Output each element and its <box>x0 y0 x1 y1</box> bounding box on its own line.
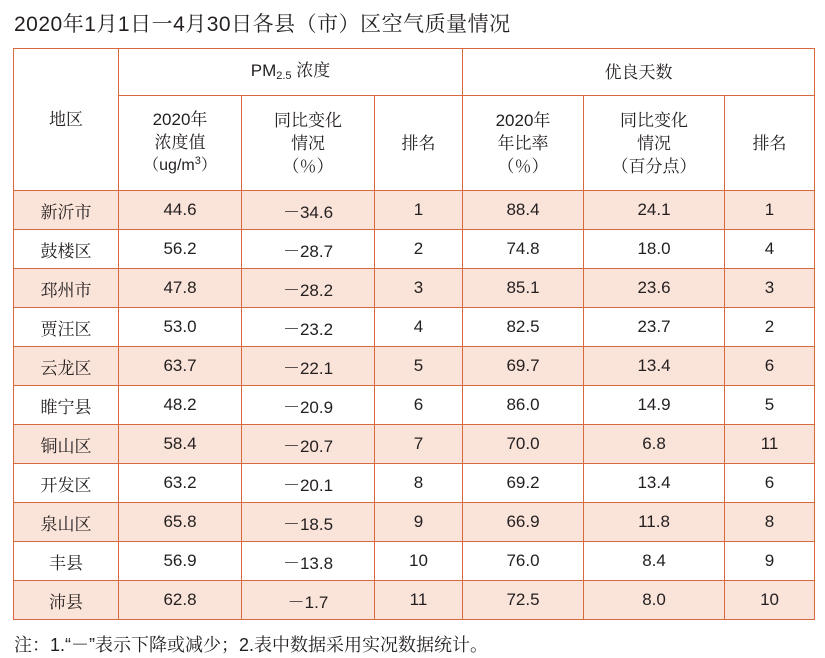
table-body <box>14 191 815 620</box>
column-header-pm-change <box>242 96 375 191</box>
pm-value-unit-exp: 3 <box>194 154 201 167</box>
cell-day-change: 18.0 <box>584 230 725 269</box>
table-header-row-groups <box>14 49 815 96</box>
cell-pm-value: 58.4 <box>119 425 242 464</box>
cell-region: 贾汪区 <box>14 308 119 347</box>
cell-region: 泉山区 <box>14 503 119 542</box>
pm25-label-main: PM <box>250 61 277 80</box>
cell-pm-rank: 11 <box>375 581 463 620</box>
cell-pm-value: 62.8 <box>119 581 242 620</box>
cell-pm-rank: 9 <box>375 503 463 542</box>
table-header <box>14 49 815 191</box>
table-footnote: 注：1.“－”表示下降或减少；2.表中数据采用实况数据统计。 <box>14 635 489 655</box>
pm-change-line1: 同比变化 <box>274 110 342 130</box>
pm-value-unit-close: ） <box>200 156 217 174</box>
pm25-label-tail: 浓度 <box>291 61 331 80</box>
cell-day-rank: 4 <box>725 230 815 269</box>
day-value-line2: 年比率 <box>497 133 549 153</box>
cell-pm-rank: 2 <box>375 230 463 269</box>
cell-pm-change: －28.7 <box>242 230 375 269</box>
day-change-line2: 情况 <box>637 133 672 153</box>
cell-day-rank: 1 <box>725 191 815 230</box>
table-row <box>14 581 815 620</box>
cell-pm-value: 48.2 <box>119 386 242 425</box>
cell-pm-change: －22.1 <box>242 347 375 386</box>
cell-day-change: 23.6 <box>584 269 725 308</box>
cell-day-value: 82.5 <box>463 308 584 347</box>
cell-pm-change: －20.7 <box>242 425 375 464</box>
cell-day-rank: 2 <box>725 308 815 347</box>
cell-day-value: 66.9 <box>463 503 584 542</box>
cell-region: 开发区 <box>14 464 119 503</box>
table-row <box>14 464 815 503</box>
air-quality-table <box>13 48 815 620</box>
cell-region: 云龙区 <box>14 347 119 386</box>
cell-region: 丰县 <box>14 542 119 581</box>
cell-pm-change: －20.1 <box>242 464 375 503</box>
cell-day-value: 70.0 <box>463 425 584 464</box>
cell-day-change: 24.1 <box>584 191 725 230</box>
day-change-line1: 同比变化 <box>620 110 689 130</box>
cell-day-change: 14.9 <box>584 386 725 425</box>
cell-day-rank: 6 <box>725 347 815 386</box>
pm-value-line2: 浓度值 <box>154 132 206 152</box>
cell-day-rank: 10 <box>725 581 815 620</box>
cell-day-value: 76.0 <box>463 542 584 581</box>
page-title: 2020年1月1日一4月30日各县（市）区空气质量情况 <box>14 13 511 36</box>
table-row <box>14 503 815 542</box>
cell-pm-rank: 1 <box>375 191 463 230</box>
cell-day-value: 85.1 <box>463 269 584 308</box>
cell-pm-change: －13.8 <box>242 542 375 581</box>
cell-pm-change: －28.2 <box>242 269 375 308</box>
cell-pm-value: 47.8 <box>119 269 242 308</box>
table-header-row-subs <box>14 96 815 191</box>
cell-pm-change: －23.2 <box>242 308 375 347</box>
pm25-label-sub: 2.5 <box>276 70 292 82</box>
cell-pm-rank: 3 <box>375 269 463 308</box>
cell-day-change: 23.7 <box>584 308 725 347</box>
cell-pm-change: －34.6 <box>242 191 375 230</box>
cell-region: 铜山区 <box>14 425 119 464</box>
table-row <box>14 230 815 269</box>
cell-day-value: 86.0 <box>463 386 584 425</box>
cell-region: 新沂市 <box>14 191 119 230</box>
pm-change-line3: （％） <box>282 156 334 176</box>
column-group-header-good-days: 优良天数 <box>463 49 815 96</box>
table-row <box>14 191 815 230</box>
table-row <box>14 542 815 581</box>
day-value-line3: （％） <box>497 156 549 176</box>
column-header-pm-value <box>119 96 242 191</box>
column-header-pm-rank: 排名 <box>375 96 463 191</box>
pm-value-unit-open: （ug/m <box>143 156 195 174</box>
table-row <box>14 308 815 347</box>
cell-pm-rank: 7 <box>375 425 463 464</box>
table-row <box>14 386 815 425</box>
cell-pm-rank: 4 <box>375 308 463 347</box>
column-header-region: 地区 <box>14 49 119 191</box>
cell-day-value: 72.5 <box>463 581 584 620</box>
cell-pm-value: 53.0 <box>119 308 242 347</box>
cell-pm-value: 56.9 <box>119 542 242 581</box>
table-row <box>14 347 815 386</box>
cell-pm-rank: 5 <box>375 347 463 386</box>
day-change-line3: （百分点） <box>611 156 697 176</box>
cell-pm-value: 65.8 <box>119 503 242 542</box>
cell-day-rank: 3 <box>725 269 815 308</box>
cell-pm-change: －1.7 <box>242 581 375 620</box>
cell-pm-rank: 6 <box>375 386 463 425</box>
cell-day-change: 13.4 <box>584 464 725 503</box>
cell-pm-value: 56.2 <box>119 230 242 269</box>
cell-day-rank: 6 <box>725 464 815 503</box>
cell-day-change: 6.8 <box>584 425 725 464</box>
cell-day-change: 8.4 <box>584 542 725 581</box>
cell-day-rank: 11 <box>725 425 815 464</box>
cell-pm-value: 63.2 <box>119 464 242 503</box>
cell-day-value: 69.2 <box>463 464 584 503</box>
cell-pm-rank: 10 <box>375 542 463 581</box>
cell-day-change: 11.8 <box>584 503 725 542</box>
column-header-day-change <box>584 96 725 191</box>
column-group-header-pm25 <box>119 49 463 96</box>
cell-day-value: 74.8 <box>463 230 584 269</box>
pm-change-line2: 情况 <box>291 133 325 153</box>
cell-day-value: 88.4 <box>463 191 584 230</box>
pm-value-line1: 2020年 <box>152 109 208 129</box>
cell-region: 鼓楼区 <box>14 230 119 269</box>
cell-region: 邳州市 <box>14 269 119 308</box>
cell-region: 沛县 <box>14 581 119 620</box>
table-row <box>14 269 815 308</box>
table-row <box>14 425 815 464</box>
column-header-day-value <box>463 96 584 191</box>
cell-day-rank: 8 <box>725 503 815 542</box>
pm-value-line3 <box>121 154 239 179</box>
cell-region: 睢宁县 <box>14 386 119 425</box>
cell-pm-change: －20.9 <box>242 386 375 425</box>
column-header-day-rank: 排名 <box>725 96 815 191</box>
cell-pm-rank: 8 <box>375 464 463 503</box>
cell-day-rank: 5 <box>725 386 815 425</box>
cell-day-value: 69.7 <box>463 347 584 386</box>
cell-pm-value: 63.7 <box>119 347 242 386</box>
cell-day-change: 8.0 <box>584 581 725 620</box>
cell-day-rank: 9 <box>725 542 815 581</box>
day-value-line1: 2020年 <box>495 110 551 130</box>
cell-day-change: 13.4 <box>584 347 725 386</box>
cell-pm-change: －18.5 <box>242 503 375 542</box>
cell-pm-value: 44.6 <box>119 191 242 230</box>
